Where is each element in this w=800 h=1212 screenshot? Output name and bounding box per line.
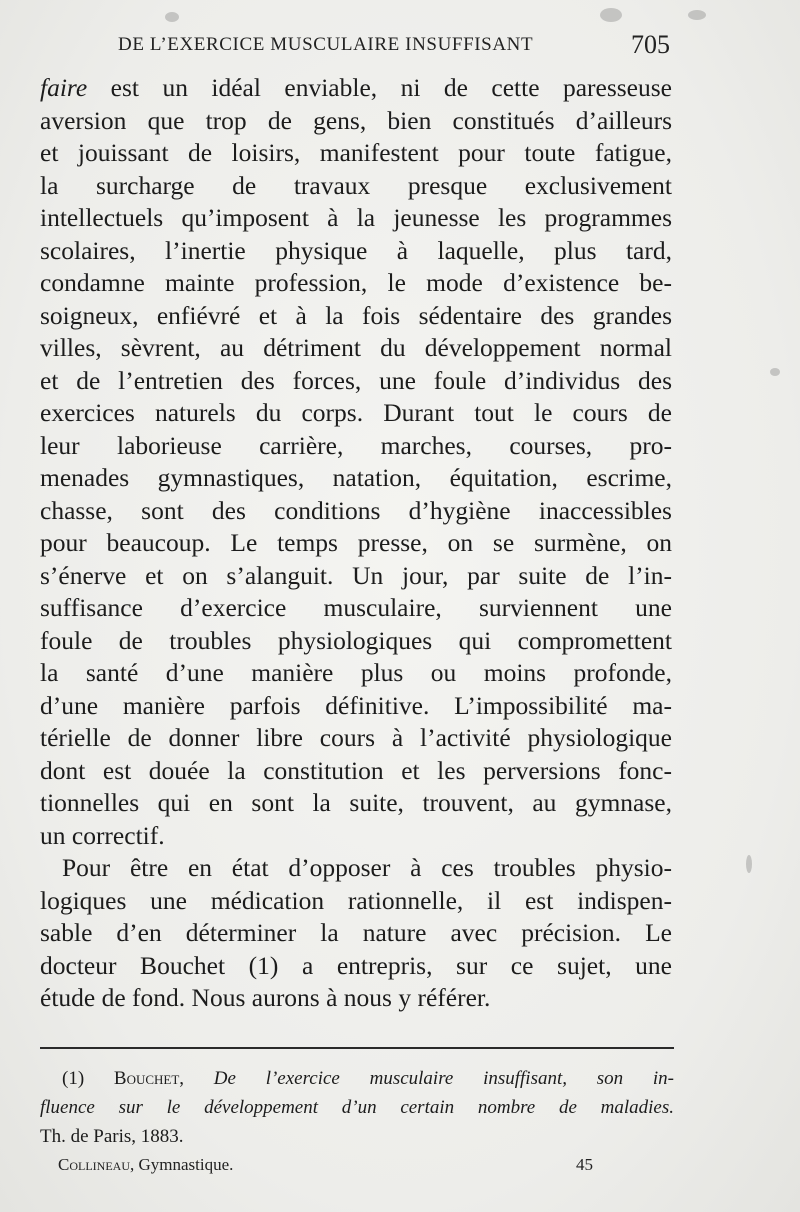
text-line: villes, sèvrent, au détriment du développement normal [40, 333, 672, 362]
text-line: d’une manière parfois définitive. L’impossibilité ma- [40, 690, 672, 720]
text-line: et de l’entretien des forces, une foule d’individus des [40, 365, 672, 395]
text-line: tionnelles qui en sont la suite, trouvent, au gymnase, [40, 788, 672, 817]
text-line: docteur Bouchet (1) a entrepris, sur ce sujet, une [40, 950, 672, 980]
italic-word: faire [40, 73, 88, 102]
text-line: térielle de donner libre cours à l’activité physiologique [40, 723, 672, 752]
text-line: menades gymnastiques, natation, équitation, escrime, [40, 463, 672, 492]
text-line: scolaires, l’inertie physique à laquelle, plus tard, [40, 235, 672, 265]
text-line: soigneux, enfiévré et à la fois sédentaire des grandes [40, 300, 672, 330]
text-line [40, 72, 672, 105]
scan-speck [165, 12, 179, 22]
scan-speck [770, 368, 780, 376]
text-line: intellectuels qu’imposent à la jeunesse les programmes [40, 203, 672, 232]
text-line: condamne mainte profession, le mode d’existence be- [40, 268, 672, 297]
text-line: un correctif. [40, 820, 165, 850]
signature-title: Gymnastique. [138, 1155, 234, 1174]
scan-speck [688, 10, 706, 20]
footnote-author: Bouchet, [113, 1068, 185, 1089]
text-line: logiques une médication rationnelle, il est indispen- [40, 885, 672, 915]
signature-mark [58, 1155, 233, 1175]
footnote-title: De l’exercice musculaire insuffisant, son in- [213, 1068, 675, 1089]
footnote-title-cont: fluence sur le développement d’un certain nombre de maladies. [40, 1097, 674, 1118]
text-line: s’énerve et on s’alanguit. Un jour, par suite de l’in- [40, 560, 672, 590]
body-text [40, 72, 672, 1015]
text-line: Pour être en état d’opposer à ces troubles physio- [62, 853, 672, 882]
page-header [40, 30, 672, 64]
text-line: suffisance d’exercice musculaire, surviennent une [40, 593, 672, 622]
text-line: la santé d’une manière plus ou moins profonde, [40, 658, 672, 687]
footnote-line [40, 1064, 674, 1093]
scan-speck [600, 8, 622, 22]
text-line: sable d’en déterminer la nature avec précision. Le [40, 918, 672, 947]
text-line: la surcharge de travaux presque exclusivement [40, 170, 672, 200]
text-line: leur laborieuse carrière, marches, courses, pro- [40, 430, 672, 460]
footnote [40, 1064, 674, 1151]
text-line: pour beaucoup. Le temps presse, on se surmène, on [40, 528, 672, 557]
signature-number: 45 [576, 1155, 593, 1174]
text-line: aversion que trop de gens, bien constitués d’ailleurs [40, 105, 672, 135]
text-line: chasse, sont des conditions d’hygiène inaccessibles [40, 495, 672, 525]
footnote-line: Th. de Paris, 1883. [40, 1126, 184, 1147]
text-line: et jouissant de loisirs, manifestent pour toute fatigue, [40, 138, 672, 167]
signature-line [58, 1155, 618, 1179]
page-number: 705 [631, 30, 670, 59]
text-line: dont est douée la constitution et les perversions fonc- [40, 755, 672, 785]
text-line-content: est un idéal enviable, ni de cette paresseuse [87, 73, 672, 102]
text-line: exercices naturels du corps. Durant tout le cours de [40, 398, 672, 427]
signature-author: Collineau, [58, 1155, 135, 1174]
scan-speck [746, 855, 752, 873]
footnote-marker: (1) [62, 1068, 85, 1089]
text-line: foule de troubles physiologiques qui compromettent [40, 625, 672, 655]
footnote-divider [40, 1047, 674, 1049]
running-title: DE L’EXERCICE MUSCULAIRE INSUFFISANT [118, 34, 534, 55]
text-line: étude de fond. Nous aurons à nous y référer. [40, 983, 491, 1012]
footnote-line [40, 1093, 674, 1122]
